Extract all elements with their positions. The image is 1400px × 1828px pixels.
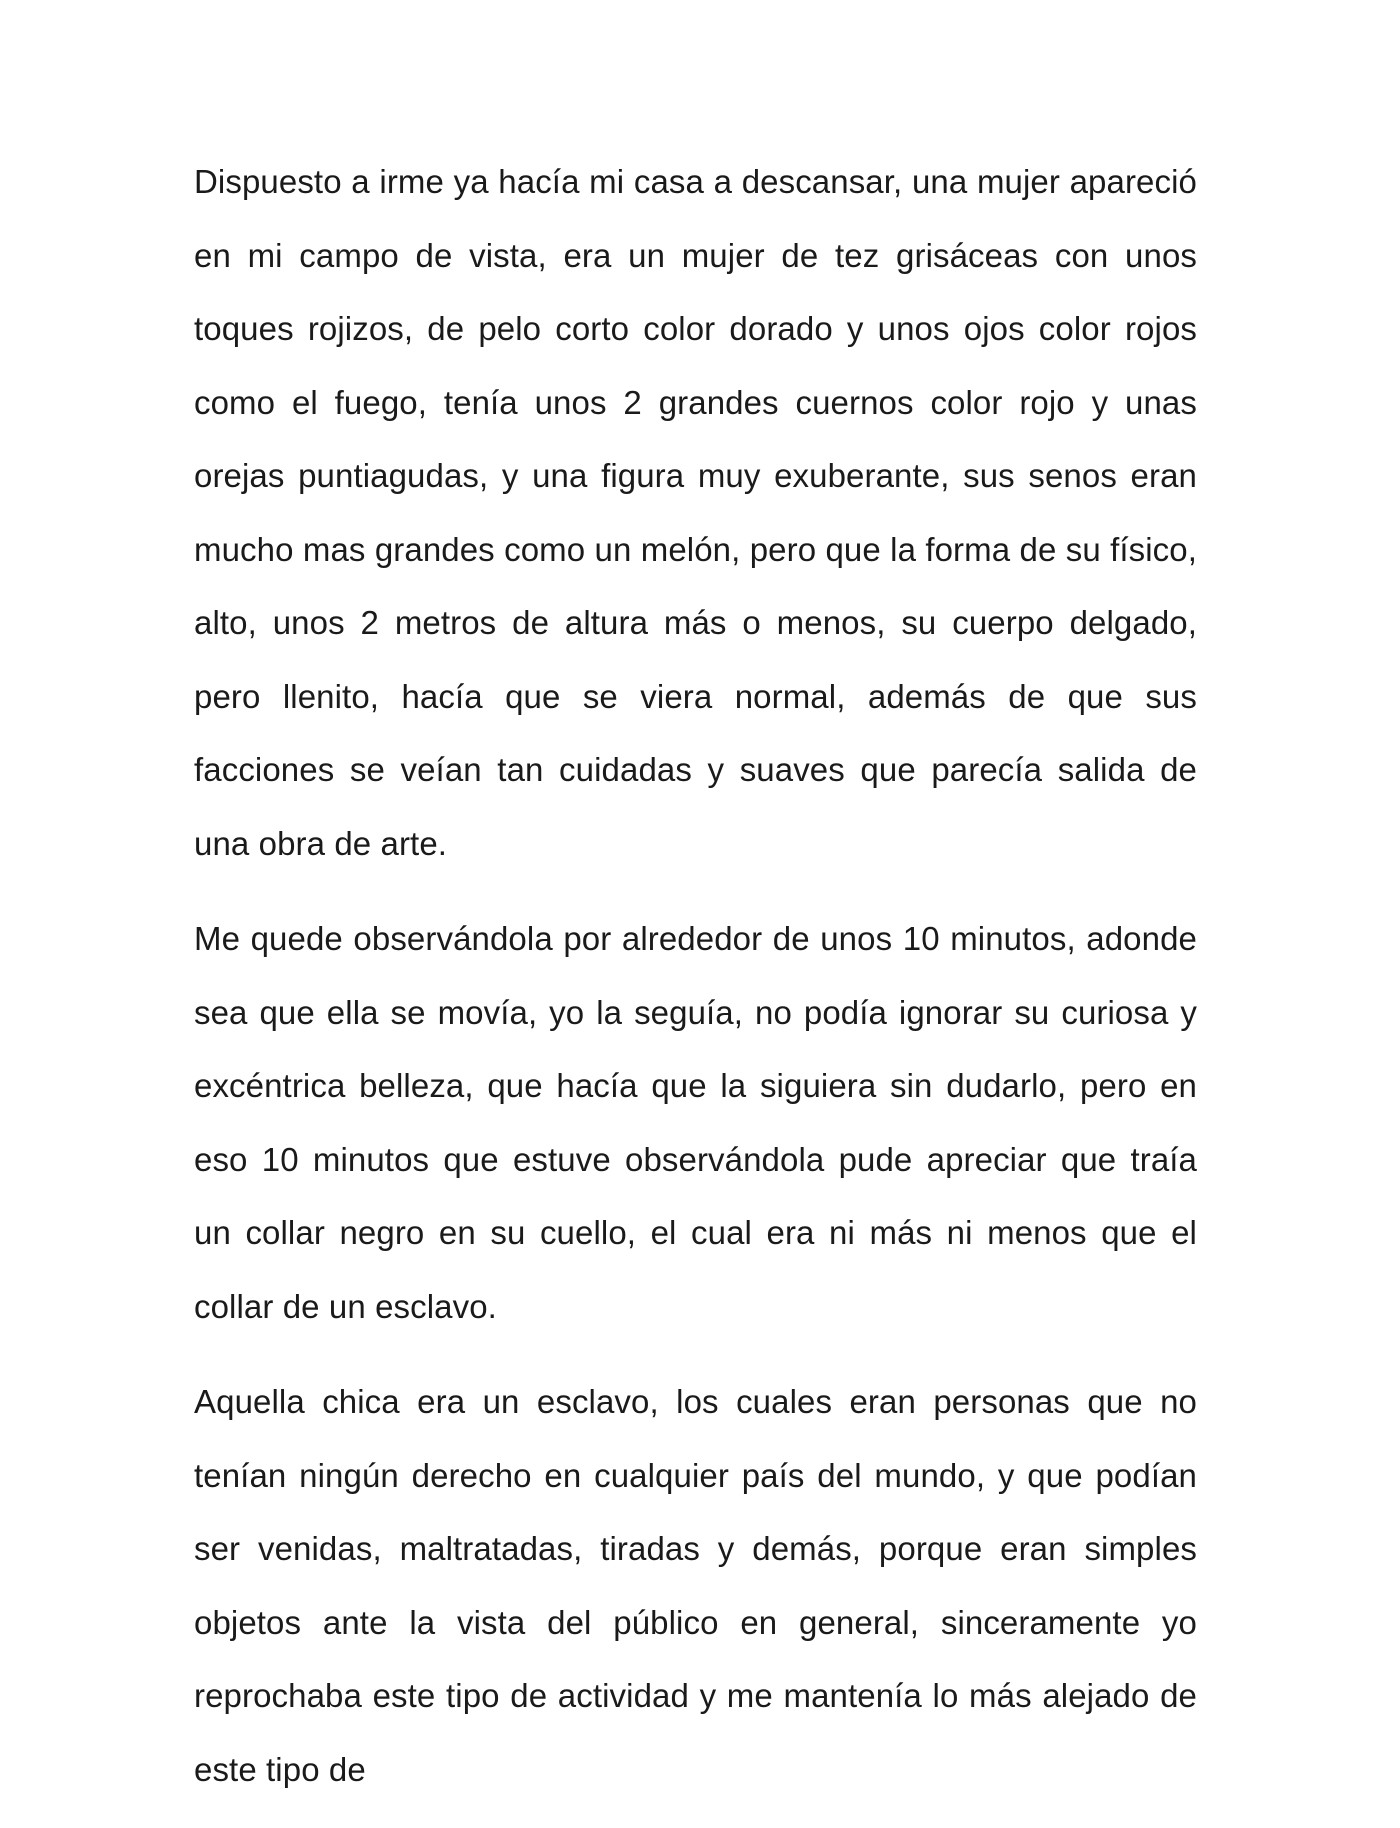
paragraph-3: Aquella chica era un esclavo, los cuales eran personas que no tenían ningún derecho en cualquier país del mundo, y que podían ser venidas, maltratadas, tiradas y demás, porque eran simples objetos ante la vista del público en general, sinceramente yo reprochaba este tipo de actividad y me mantenía lo más alejado de este tipo de (194, 1383, 1197, 1788)
paragraph-2: Me quede observándola por alrededor de unos 10 minutos, adonde sea que ella se movía, yo la seguía, no podía ignorar su curiosa y excéntrica belleza, que hacía que la siguiera sin dudarlo, pero en eso 10 minutos que estuve observándola pude apreciar que traía un collar negro en su cuello, el cual era ni más ni menos que el collar de un esclavo. (194, 920, 1197, 1325)
paragraph-1: Dispuesto a irme ya hacía mi casa a descansar, una mujer apareció en mi campo de vista, era un mujer de tez grisáceas con unos toques rojizos, de pelo corto color dorado y unos ojos color rojos como el fuego, tenía unos 2 grandes cuernos color rojo y unas orejas puntiagudas, y una figura muy exuberante, sus senos eran mucho mas grandes como un melón, pero que la forma de su físico, alto, unos 2 metros de altura más o menos, su cuerpo delgado, pero llenito, hacía que se viera normal, además de que sus facciones se veían tan cuidadas y suaves que parecía salida de una obra de arte. (194, 163, 1197, 862)
body-text (194, 145, 1197, 1828)
